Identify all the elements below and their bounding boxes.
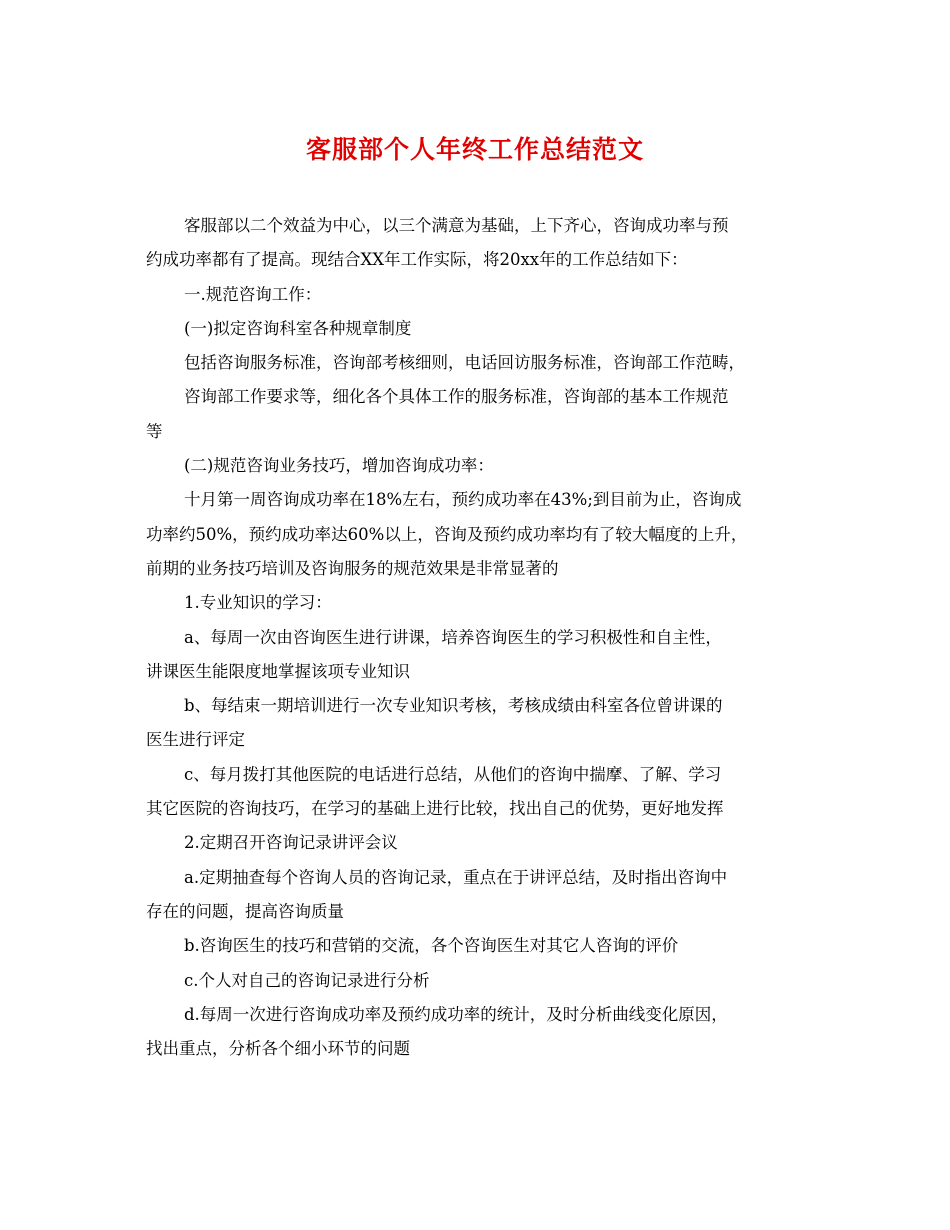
paragraph-line: a、每周一次由咨询医生进行讲课，培养咨询医生的学习积极性和自主性， <box>184 627 722 647</box>
paragraph-line: 等 <box>146 421 163 441</box>
paragraph-line: 医生进行评定 <box>146 730 245 750</box>
paragraph-line: d.每周一次进行咨询成功率及预约成功率的统计，及时分析曲线变化原因， <box>184 1004 728 1024</box>
paragraph-line: 客服部以二个效益为中心，以三个满意为基础，上下齐心，咨询成功率与预 <box>184 216 729 235</box>
paragraph-line: 十月第一周咨询成功率在18%左右，预约成功率在43%;到目前为止，咨询成 <box>184 490 742 510</box>
paragraph-line: c、每月拨打其他医院的电话进行总结，从他们的咨询中揣摩、了解、学习 <box>184 764 722 784</box>
paragraph-line: 前期的业务技巧培训及咨询服务的规范效果是非常显著的 <box>146 558 559 578</box>
paragraph-line: c.个人对自己的咨询记录进行分析 <box>184 970 430 990</box>
paragraph-line: 包括咨询服务标准，咨询部考核细则，电话回访服务标准，咨询部工作范畴， <box>184 353 745 373</box>
document-title: 客服部个人年终工作总结范文 <box>305 135 644 164</box>
paragraph-line: 讲课医生能限度地掌握该项专业知识 <box>146 661 410 681</box>
paragraph-line: 1.专业知识的学习： <box>184 593 332 613</box>
paragraph-line: 咨询部工作要求等，细化各个具体工作的服务标准，咨询部的基本工作规范 <box>184 387 729 407</box>
paragraph-line: a.定期抽查每个咨询人员的咨询记录，重点在于讲评总结，及时指出咨询中 <box>184 867 728 887</box>
document-body <box>146 209 810 1066</box>
paragraph-line: (一)拟定咨询科室各种规章制度 <box>184 318 412 338</box>
paragraph-line: 找出重点，分析各个细小环节的问题 <box>146 1039 410 1059</box>
paragraph-line: 存在的问题，提高咨询质量 <box>146 901 344 921</box>
paragraph-line: b、每结束一期培训进行一次专业知识考核，考核成绩由科室各位曾讲课的 <box>184 696 723 716</box>
paragraph-line: 功率约50%，预约成功率达60%以上，咨询及预约成功率均有了较大幅度的上升， <box>146 524 748 544</box>
paragraph-line: b.咨询医生的技巧和营销的交流，各个咨询医生对其它人咨询的评价 <box>184 936 679 956</box>
paragraph-line: 2.定期召开咨询记录讲评会议 <box>184 833 398 853</box>
paragraph-line: 一.规范咨询工作： <box>184 284 322 304</box>
paragraph-line: (二)规范咨询业务技巧，增加咨询成功率： <box>184 456 494 476</box>
paragraph-line: 约成功率都有了提高。现结合XX年工作实际，将20xx年的工作总结如下： <box>146 250 688 270</box>
paragraph-line: 其它医院的咨询技巧，在学习的基础上进行比较，找出自己的优势，更好地发挥 <box>146 799 724 819</box>
